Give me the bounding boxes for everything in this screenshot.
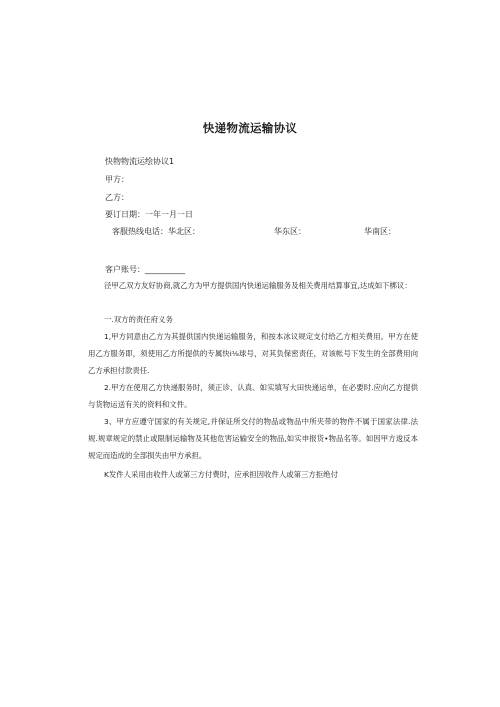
- section-heading: 一.双方的责任府义务: [104, 315, 173, 324]
- party-a-label: 甲方：: [105, 175, 129, 184]
- clause-paragraph: K发件人采用由收件人或第三方付费时，应承担因收件人或第三方拒绝付: [104, 470, 338, 479]
- intro-paragraph: 泾甲乙双方友好协商,就乙方为甲方提供国内快递运输服务及相关费用结算事宜,达成如下梆议：: [104, 281, 412, 290]
- party-b-label: 乙方：: [105, 193, 129, 202]
- customer-account: 客户账号：__________: [105, 265, 185, 274]
- document-subtitle: 快物物流运绘协议1: [105, 157, 175, 166]
- clause-paragraph: 3、甲方应遵守国家的有关规定,并保证所交付的物品或物品中所夹带的物件不属于国家法律.法规.规章规定的禁止或限制运输物及其他危害运输安全的物品,如实申报货•物品名等。如因甲方逡反本规定而造成的全部损失由甲方承担。: [88, 417, 418, 460]
- sign-date: 要订日期：一年一月一日: [105, 210, 193, 219]
- hotline-south: 华南区：: [364, 227, 396, 236]
- hotline-north: 客服热线电话：华北区：: [112, 227, 200, 236]
- hotline-east: 华东区：: [274, 227, 306, 236]
- document-title: 快递物流运输协议: [202, 121, 298, 135]
- clause-paragraph: 1,甲方同意由乙方为其提供国内快递运输服务，和按本冰议规定支付给乙方相关费用。甲方在使用乙方服务即，须使用乙方所提供的专属快i⅛球号，对其负保密责任，对该帐号下发生的全部费用向乙方承担付款责任.: [88, 332, 418, 375]
- clause-paragraph: 2.甲方在使用乙方快递服务时，须正诊、认真、如实填写大田快递运单，在必要时.应向乙方提供与货物运送有关的资料和文件。: [88, 383, 418, 409]
